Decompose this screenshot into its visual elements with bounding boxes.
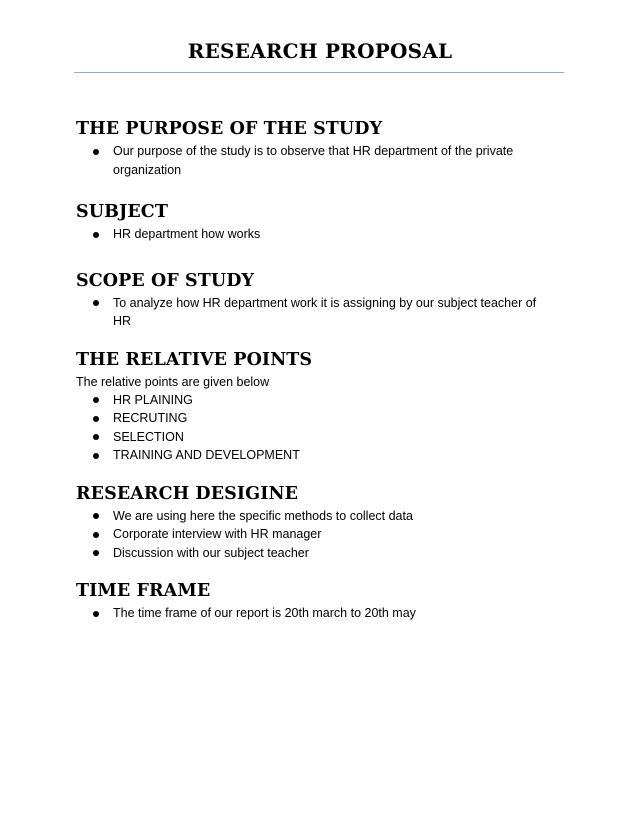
section-purpose: [76, 116, 556, 179]
bullet-list: [76, 507, 556, 563]
bullet-list: [76, 604, 556, 623]
section-research-design: [76, 481, 556, 563]
list-item: [76, 142, 556, 179]
section-subject: [76, 199, 556, 244]
list-item: [76, 391, 556, 410]
section-heading: SCOPE OF STUDY: [76, 270, 255, 291]
section-heading: RESEARCH DESIGINE: [76, 483, 299, 504]
bullet-icon: [93, 300, 99, 306]
bullet-icon: [93, 513, 99, 519]
bullet-icon: [93, 416, 99, 422]
list-item: [76, 604, 556, 623]
title-underline: [74, 72, 564, 73]
bullet-icon: [93, 232, 99, 238]
list-item: [76, 225, 556, 244]
document-title: RESEARCH PROPOSAL: [187, 39, 453, 63]
list-item-text: The time frame of our report is 20th march to 20th may: [113, 606, 416, 620]
document-body: [76, 116, 556, 623]
bullet-icon: [93, 397, 99, 403]
list-item-text: Discussion with our subject teacher: [113, 545, 309, 560]
bullet-list: [76, 391, 556, 465]
list-item-text: To analyze how HR department work it is assigning by our subject teacher of HR: [113, 295, 537, 328]
bullet-list: [76, 142, 556, 179]
section-relative-points: [76, 347, 556, 465]
list-item: [76, 525, 556, 544]
list-item: [76, 294, 556, 331]
section-heading: THE PURPOSE OF THE STUDY: [76, 119, 383, 139]
section-heading: SUBJECT: [76, 202, 168, 222]
bullet-icon: [93, 532, 99, 538]
bullet-icon: [93, 149, 99, 155]
list-item-text: TRAINING AND DEVELOPMENT: [113, 448, 300, 462]
list-item-text: SELECTION: [113, 429, 184, 444]
list-item: [76, 446, 556, 465]
list-item-text: HR PLAINING: [113, 392, 193, 407]
section-time-frame: [76, 578, 556, 623]
section-heading: THE RELATIVE POINTS: [76, 349, 313, 370]
list-item-text: Our purpose of the study is to observe that HR department of the private organization: [113, 144, 514, 177]
bullet-icon: [93, 453, 99, 459]
list-item-text: RECRUTING: [113, 411, 188, 425]
section-heading: TIME FRAME: [76, 581, 211, 601]
section-scope: [76, 268, 556, 331]
list-item-text: HR department how works: [113, 227, 261, 241]
list-item: [76, 428, 556, 447]
bullet-icon: [93, 434, 99, 440]
bullet-icon: [93, 611, 99, 617]
bullet-list: [76, 225, 556, 244]
list-item: [76, 409, 556, 428]
section-intro: The relative points are given below: [76, 374, 270, 389]
bullet-icon: [93, 550, 99, 556]
list-item-text: Corporate interview with HR manager: [113, 527, 322, 541]
bullet-list: [76, 294, 556, 331]
list-item: [76, 507, 556, 526]
list-item: [76, 544, 556, 563]
list-item-text: We are using here the specific methods to collect data: [113, 508, 413, 523]
